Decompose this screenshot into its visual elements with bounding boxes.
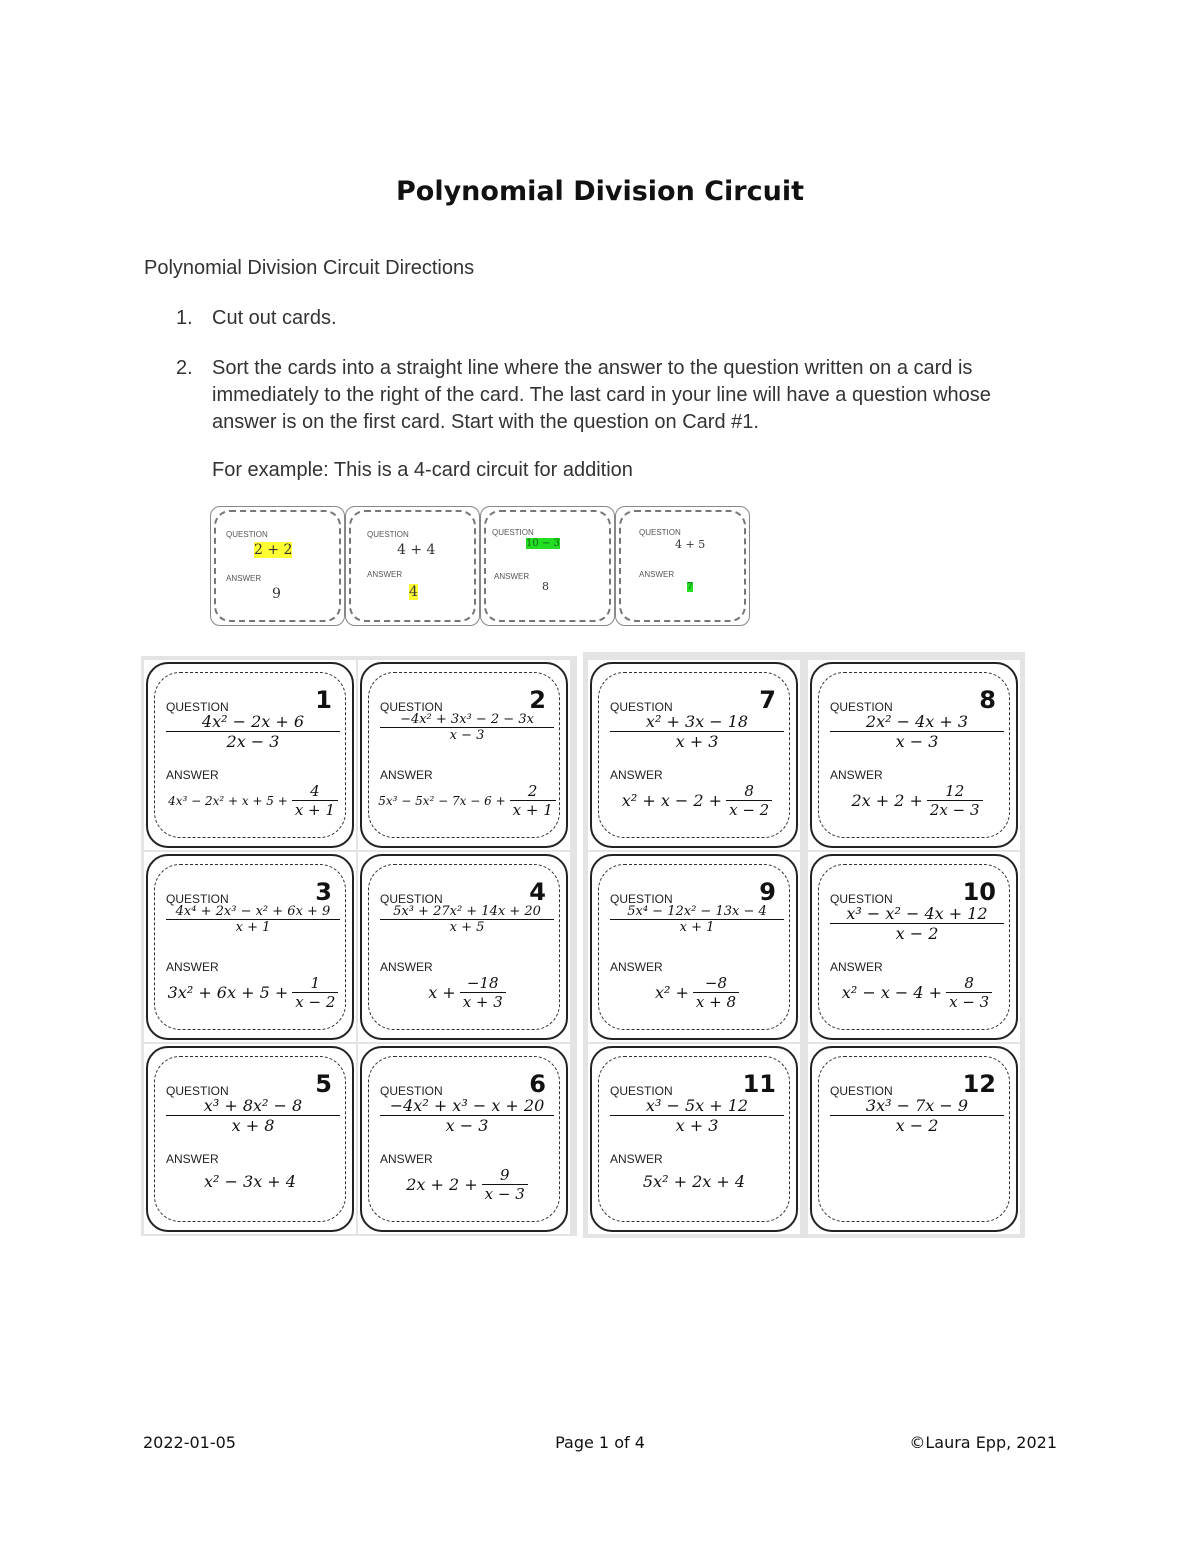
question-numerator: −4x² + x³ − x + 20 <box>380 1096 554 1116</box>
page-title: Polynomial Division Circuit <box>395 176 805 207</box>
answer-numerator: 1 <box>292 974 338 993</box>
question-numerator: x³ + 8x² − 8 <box>166 1096 340 1116</box>
question-fraction <box>830 904 1004 943</box>
answer-main: 2x + 2 + <box>406 1175 478 1194</box>
answer-numerator: −8 <box>693 974 739 993</box>
answer-label: ANSWER <box>610 1152 663 1166</box>
circuit-card <box>358 852 570 1042</box>
card-number: 1 <box>315 686 332 714</box>
question-fraction <box>830 712 1004 751</box>
answer-expression <box>380 974 554 1011</box>
example-answer: 8 <box>542 580 549 593</box>
example-card-strip <box>210 506 750 626</box>
question-label: QUESTION <box>830 892 893 906</box>
example-question: 10 − 3 <box>526 538 560 549</box>
answer-denominator: x + 3 <box>462 993 503 1011</box>
answer-main: x² + <box>654 983 689 1002</box>
circuit-card <box>358 1044 570 1234</box>
answer-label: ANSWER <box>166 960 219 974</box>
answer-main: x² − 3x + 4 <box>204 1172 296 1191</box>
example-card <box>615 506 750 626</box>
question-fraction <box>166 712 340 751</box>
example-question-label: QUESTION <box>492 528 534 537</box>
question-label: QUESTION <box>610 1084 673 1098</box>
example-question: 4 + 5 <box>675 538 706 551</box>
answer-denominator: x − 2 <box>729 801 770 819</box>
question-denominator: x + 1 <box>679 920 715 935</box>
answer-fraction <box>927 782 983 819</box>
answer-fraction <box>510 782 556 819</box>
circuit-card <box>808 660 1020 850</box>
card-number: 7 <box>759 686 776 714</box>
answer-label: ANSWER <box>166 1152 219 1166</box>
example-answer: 9 <box>272 586 281 602</box>
footer-copyright: ©Laura Epp, 2021 <box>909 1433 1057 1452</box>
answer-expression <box>166 974 340 1011</box>
answer-numerator: −18 <box>460 974 506 993</box>
answer-label: ANSWER <box>380 960 433 974</box>
answer-fraction <box>292 974 338 1011</box>
question-label: QUESTION <box>166 892 229 906</box>
footer-date: 2022-01-05 <box>143 1433 236 1452</box>
answer-label: ANSWER <box>380 768 433 782</box>
question-fraction <box>610 904 784 935</box>
answer-main: 4x³ − 2x² + x + 5 + <box>168 793 288 808</box>
answer-numerator: 4 <box>292 782 338 801</box>
answer-denominator: x + 8 <box>695 993 737 1011</box>
answer-expression <box>830 782 1004 819</box>
example-question-label: QUESTION <box>639 528 681 537</box>
question-numerator: −4x² + 3x³ − 2 − 3x <box>380 712 554 728</box>
answer-denominator: x − 3 <box>949 993 990 1011</box>
question-denominator: x + 8 <box>231 1116 275 1135</box>
example-answer: 7 <box>687 582 693 592</box>
question-fraction <box>380 1096 554 1135</box>
answer-expression <box>610 782 784 819</box>
question-numerator: 2x² − 4x + 3 <box>830 712 1004 732</box>
card-number: 5 <box>315 1070 332 1098</box>
card-number: 9 <box>759 878 776 906</box>
question-denominator: x + 3 <box>675 732 719 751</box>
card-number: 12 <box>962 1070 996 1098</box>
question-fraction <box>166 904 340 935</box>
question-fraction <box>610 712 784 751</box>
circuit-card <box>588 1044 800 1234</box>
question-label: QUESTION <box>830 700 893 714</box>
answer-expression <box>380 782 554 819</box>
answer-main: 5x³ − 5x² − 7x − 6 + <box>378 793 506 808</box>
answer-fraction <box>292 782 338 819</box>
answer-denominator: x + 1 <box>512 801 553 819</box>
question-fraction <box>830 1096 1004 1135</box>
answer-denominator: 2x − 3 <box>929 801 980 819</box>
example-question: 2 + 2 <box>254 542 293 558</box>
question-denominator: x − 3 <box>895 732 939 751</box>
question-label: QUESTION <box>830 1084 893 1098</box>
answer-denominator: x − 3 <box>484 1185 525 1203</box>
card-number: 10 <box>962 878 996 906</box>
example-answer-label: ANSWER <box>639 570 675 579</box>
example-text: For example: This is a 4-card circuit for addition <box>212 459 633 481</box>
question-numerator: x³ − x² − 4x + 12 <box>830 904 1004 924</box>
answer-main: 3x² + 6x + 5 + <box>167 983 289 1002</box>
answer-main: 5x² + 2x + 4 <box>642 1172 746 1191</box>
answer-denominator: x + 1 <box>294 801 335 819</box>
circuit-card <box>588 660 800 850</box>
example-question: 4 + 4 <box>397 542 436 558</box>
question-label: QUESTION <box>380 1084 443 1098</box>
question-label: QUESTION <box>166 1084 229 1098</box>
answer-numerator: 8 <box>726 782 772 801</box>
answer-label: ANSWER <box>830 768 883 782</box>
circuit-card <box>144 660 356 850</box>
question-fraction <box>166 1096 340 1135</box>
answer-denominator: x − 2 <box>295 993 336 1011</box>
answer-fraction <box>726 782 772 819</box>
example-answer-label: ANSWER <box>494 572 530 581</box>
circuit-card <box>808 1044 1020 1234</box>
directions-heading: Polynomial Division Circuit Directions <box>144 257 475 279</box>
answer-label: ANSWER <box>166 768 219 782</box>
question-numerator: 4x⁴ + 2x³ − x² + 6x + 9 <box>166 904 340 920</box>
question-fraction <box>380 712 554 743</box>
circuit-card <box>144 1044 356 1234</box>
example-card <box>345 506 480 626</box>
step-number: 2. <box>176 357 193 379</box>
card-number: 3 <box>315 878 332 906</box>
step-text: Cut out cards. <box>212 307 337 329</box>
example-answer-label: ANSWER <box>367 570 403 579</box>
answer-expression <box>380 1166 554 1203</box>
card-number: 6 <box>529 1070 546 1098</box>
question-denominator: x + 1 <box>235 920 271 935</box>
question-denominator: x − 2 <box>895 1116 939 1135</box>
question-numerator: 5x³ + 27x² + 14x + 20 <box>380 904 554 920</box>
question-label: QUESTION <box>380 700 443 714</box>
answer-main: x² + x − 2 + <box>621 791 723 810</box>
answer-main: x + <box>428 983 456 1002</box>
answer-label: ANSWER <box>610 960 663 974</box>
question-denominator: x − 3 <box>445 1116 489 1135</box>
question-numerator: x³ − 5x + 12 <box>610 1096 784 1116</box>
question-label: QUESTION <box>610 700 673 714</box>
answer-main: 2x + 2 + <box>851 791 923 810</box>
example-answer-label: ANSWER <box>226 574 262 583</box>
answer-fraction <box>460 974 506 1011</box>
answer-numerator: 8 <box>946 974 992 993</box>
answer-label: ANSWER <box>830 960 883 974</box>
card-number: 4 <box>529 878 546 906</box>
card-number: 2 <box>529 686 546 714</box>
answer-expression <box>166 782 340 819</box>
step-number: 1. <box>176 307 193 329</box>
circuit-card <box>358 660 570 850</box>
circuit-card <box>588 852 800 1042</box>
answer-expression <box>610 974 784 1011</box>
question-numerator: 4x² − 2x + 6 <box>166 712 340 732</box>
step-text: Sort the cards into a straight line where the answer to the question written on a card is immediately to the right of the card. The last card in your line will have a question whose answer is on the first card. Start with the question on Card #1. <box>212 357 991 433</box>
question-denominator: x − 2 <box>895 924 939 943</box>
example-card <box>210 506 345 626</box>
example-answer: 4 <box>409 584 418 600</box>
example-question-label: QUESTION <box>367 530 409 539</box>
question-fraction <box>610 1096 784 1135</box>
question-denominator: x + 5 <box>449 920 485 935</box>
card-number: 11 <box>742 1070 776 1098</box>
question-numerator: 5x⁴ − 12x² − 13x − 4 <box>610 904 784 920</box>
question-label: QUESTION <box>166 700 229 714</box>
question-numerator: x² + 3x − 18 <box>610 712 784 732</box>
question-label: QUESTION <box>380 892 443 906</box>
answer-fraction <box>946 974 992 1011</box>
answer-fraction <box>482 1166 528 1203</box>
question-fraction <box>380 904 554 935</box>
answer-numerator: 9 <box>482 1166 528 1185</box>
answer-main: x² − x − 4 + <box>841 983 943 1002</box>
card-number: 8 <box>979 686 996 714</box>
answer-numerator: 2 <box>510 782 556 801</box>
question-denominator: x + 3 <box>675 1116 719 1135</box>
question-denominator: x − 3 <box>449 728 485 743</box>
answer-fraction <box>693 974 739 1011</box>
circuit-card <box>808 852 1020 1042</box>
question-label: QUESTION <box>610 892 673 906</box>
answer-expression <box>830 974 1004 1011</box>
question-numerator: 3x³ − 7x − 9 <box>830 1096 1004 1116</box>
answer-numerator: 12 <box>927 782 983 801</box>
footer-page: Page 1 of 4 <box>555 1433 645 1452</box>
answer-label: ANSWER <box>380 1152 433 1166</box>
question-denominator: 2x − 3 <box>226 732 280 751</box>
answer-label: ANSWER <box>610 768 663 782</box>
example-card <box>480 506 615 626</box>
example-question-label: QUESTION <box>226 530 268 539</box>
circuit-card <box>144 852 356 1042</box>
